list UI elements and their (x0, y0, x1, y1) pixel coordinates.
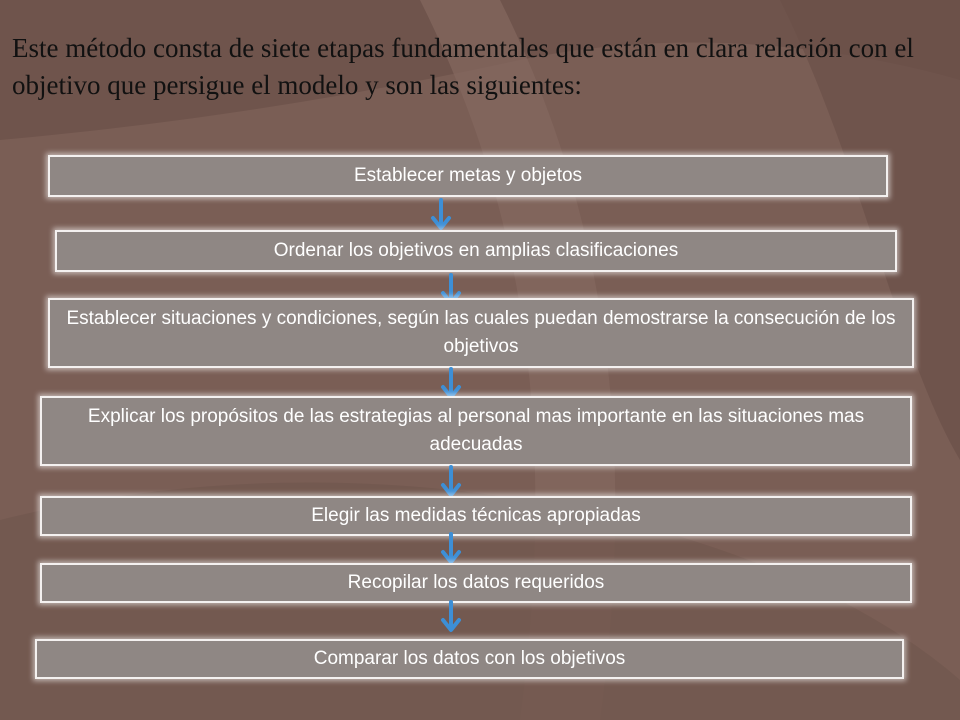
step-6-label: Recopilar los datos requeridos (347, 572, 605, 593)
intro-text: Este método consta de siete etapas fundamentales que están en clara relación con el objetivo que persigue el modelo y son las siguientes: (12, 33, 914, 100)
step-4-box (40, 396, 912, 466)
arrow-down-icon (440, 600, 462, 634)
step-1-box (48, 155, 888, 197)
step-1-label: Establecer metas y objetos (353, 165, 583, 186)
step-3-label: Establecer situaciones y condiciones, según las cuales puedan demostrarse la consecución de los objetivos (66, 308, 896, 357)
step-2-label: Ordenar los objetivos en amplias clasificaciones (273, 240, 679, 261)
arrow-down-icon (440, 465, 462, 499)
step-3-box (48, 298, 914, 368)
step-7-label: Comparar los datos con los objetivos (313, 648, 626, 669)
step-7-box (35, 639, 904, 679)
step-5-label: Elegir las medidas técnicas apropiadas (311, 505, 641, 526)
arrow-down-icon (430, 198, 452, 232)
arrow-down-icon (440, 532, 462, 566)
step-6-box (40, 563, 912, 603)
step-2-box (55, 230, 897, 272)
step-4-label: Explicar los propósitos de las estrategias al personal mas importante en las situaciones mas adecuadas (87, 406, 865, 455)
step-5-box (40, 496, 912, 536)
